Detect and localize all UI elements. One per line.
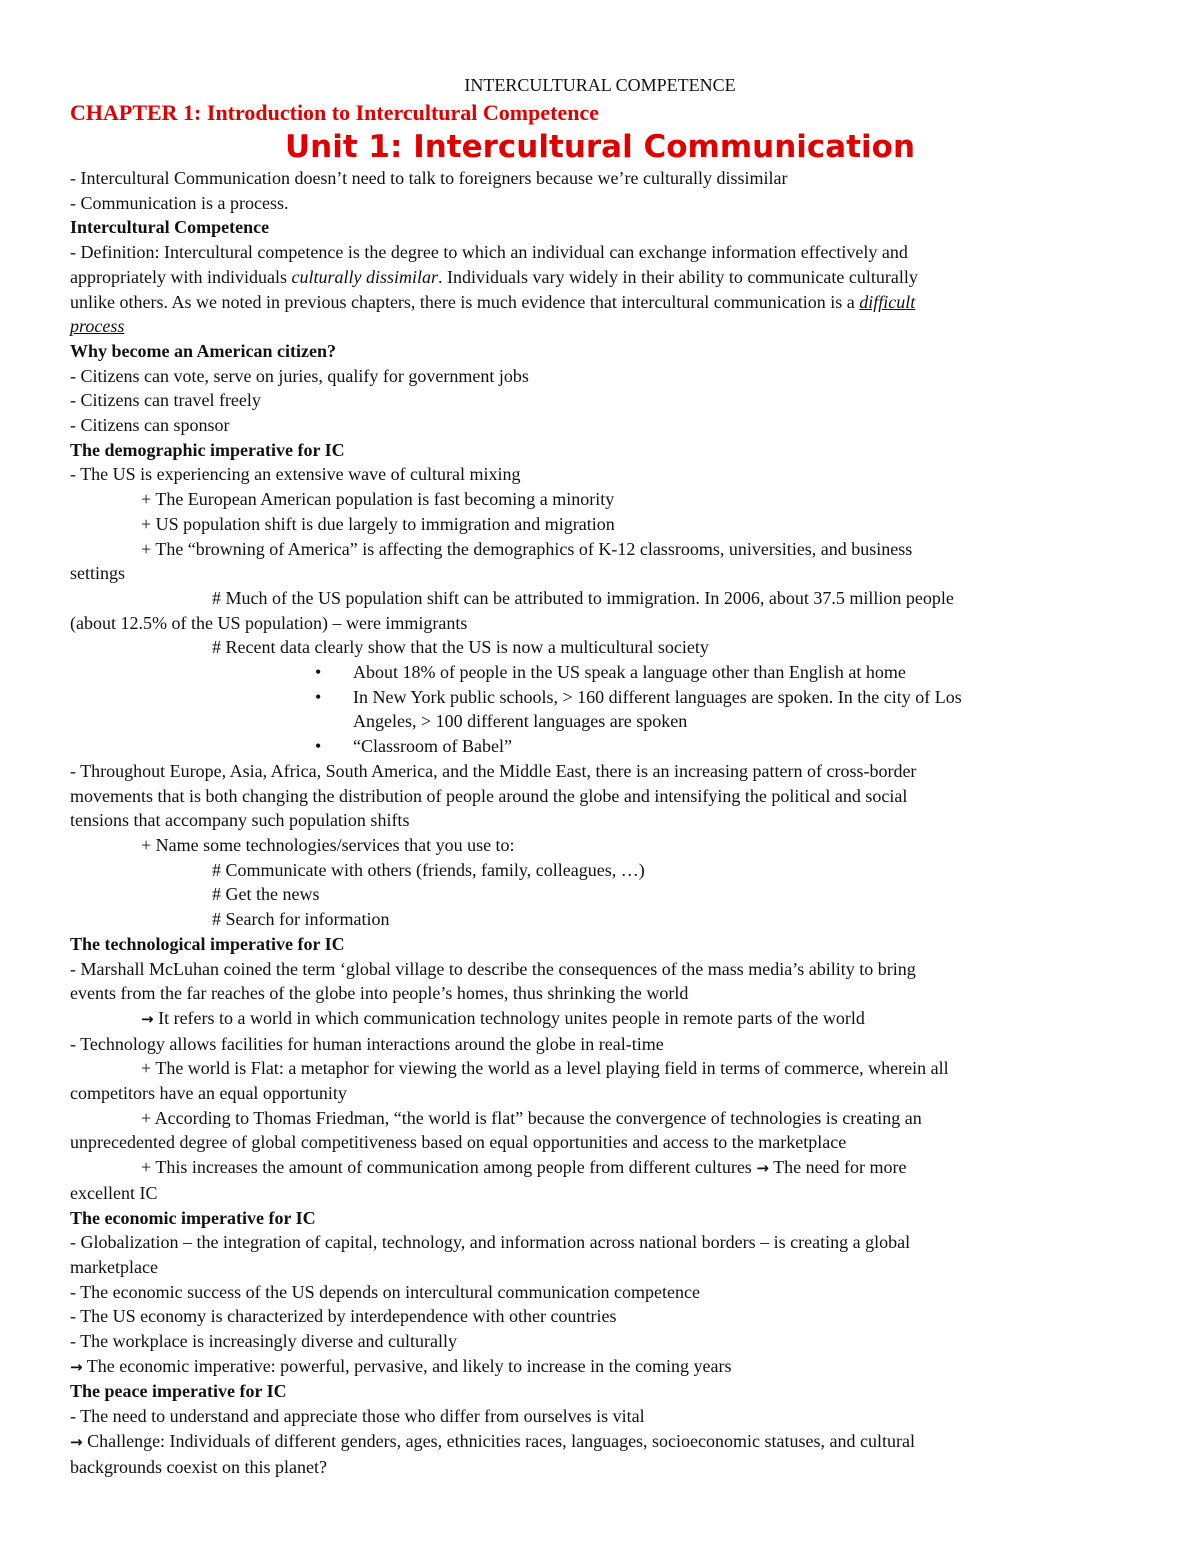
- list-item: + The European American population is fast becoming a minority: [141, 489, 615, 510]
- arrow-right-icon: →: [756, 1159, 769, 1178]
- list-item-text: Challenge: Individuals of different genders, ages, ethnicities races, languages, socioeconomic statuses, and cultural: [87, 1430, 915, 1451]
- list-item: # Much of the US population shift can be attributed to immigration. In 2006, about 37.5 million people: [212, 587, 954, 608]
- bullet-icon: •: [315, 736, 322, 757]
- list-item: + US population shift is due largely to immigration and migration: [141, 513, 615, 534]
- list-item: [70, 1429, 1130, 1455]
- list-item-continued: tensions that accompany such population shifts: [70, 810, 410, 831]
- arrow-right-icon: →: [70, 1357, 83, 1376]
- text-run: appropriately with individuals: [70, 266, 292, 287]
- list-item: - The workplace is increasingly diverse and culturally: [70, 1331, 458, 1352]
- list-item-text: It refers to a world in which communication technology unites people in remote parts of the world: [158, 1007, 865, 1028]
- section-heading-citizen: Why become an American citizen?: [70, 340, 336, 361]
- definition-line: [70, 265, 1130, 290]
- bullet-icon: •: [315, 686, 322, 707]
- emphasis-text: difficult: [859, 291, 916, 312]
- list-item-continued: (about 12.5% of the US population) – were immigrants: [70, 612, 468, 633]
- list-item: - Citizens can vote, serve on juries, qualify for government jobs: [70, 365, 529, 386]
- definition-line: - Definition: Intercultural competence is the degree to which an individual can exchange information effectively and: [70, 242, 908, 263]
- list-item: [70, 1155, 1130, 1181]
- definition-line: [70, 314, 1130, 339]
- list-item-continued: excellent IC: [70, 1182, 158, 1203]
- list-item: - Throughout Europe, Asia, Africa, South America, and the Middle East, there is an increasing pattern of cross-border: [70, 760, 917, 781]
- list-item-text: The need for more: [773, 1157, 907, 1178]
- document-title: INTERCULTURAL COMPETENCE: [464, 75, 736, 95]
- list-item-continued: settings: [70, 563, 126, 584]
- arrow-right-icon: →: [70, 1432, 83, 1451]
- list-item-continued: events from the far reaches of the globe into people’s homes, thus shrinking the world: [70, 983, 689, 1004]
- list-item: # Recent data clearly show that the US is now a multicultural society: [212, 637, 709, 658]
- list-item-text: + This increases the amount of communication among people from different cultures: [141, 1157, 757, 1178]
- list-item: # Search for information: [212, 909, 390, 930]
- bullet-item: [70, 685, 1130, 710]
- bullet-text: About 18% of people in the US speak a language other than English at home: [353, 662, 906, 683]
- list-item-continued: competitors have an equal opportunity: [70, 1083, 347, 1104]
- list-item: + According to Thomas Friedman, “the world is flat” because the convergence of technologies is creating an: [141, 1107, 922, 1128]
- text-run: unlike others. As we noted in previous chapters, there is much evidence that intercultural communication is a: [70, 291, 860, 312]
- section-heading-demographic: The demographic imperative for IC: [70, 439, 345, 460]
- list-item: # Communicate with others (friends, family, colleagues, …): [212, 859, 645, 880]
- text-run: . Individuals vary widely in their ability to communicate culturally: [437, 266, 918, 287]
- section-heading-economic: The economic imperative for IC: [70, 1207, 316, 1228]
- list-item: + Name some technologies/services that you use to:: [141, 834, 515, 855]
- list-item: - Citizens can travel freely: [70, 390, 261, 411]
- section-heading-technological: The technological imperative for IC: [70, 933, 345, 954]
- list-item: - Globalization – the integration of capital, technology, and information across national borders – is creating a global: [70, 1232, 911, 1253]
- list-item: # Get the news: [212, 884, 320, 905]
- list-item-continued: unprecedented degree of global competitiveness based on equal opportunities and access to the marketplace: [70, 1132, 847, 1153]
- chapter-title-text: CHAPTER 1: Introduction to Intercultural Competence: [70, 100, 599, 125]
- intro-line: - Communication is a process.: [70, 192, 289, 213]
- bullet-text: “Classroom of Babel”: [353, 736, 512, 757]
- list-item: - Marshall McLuhan coined the term ‘global village to describe the consequences of the mass media’s ability to bring: [70, 958, 916, 979]
- bullet-item: [70, 660, 1130, 685]
- definition-line: [70, 290, 1130, 315]
- bullet-item-continued: [70, 709, 1130, 734]
- document-body: [70, 72, 1130, 1479]
- bullet-item: [70, 734, 1130, 759]
- bullet-text: Angeles, > 100 different languages are spoken: [353, 711, 688, 732]
- list-item: - Citizens can sponsor: [70, 415, 230, 436]
- emphasis-text: culturally dissimilar: [291, 266, 438, 287]
- list-item: - The US is experiencing an extensive wave of cultural mixing: [70, 464, 521, 485]
- list-item-continued: movements that is both changing the distribution of people around the globe and intensifying the political and social: [70, 785, 908, 806]
- list-item-continued: marketplace: [70, 1256, 158, 1277]
- list-item-continued: backgrounds coexist on this planet?: [70, 1456, 327, 1477]
- bullet-text: In New York public schools, > 160 different languages are spoken. In the city of Los: [353, 686, 962, 707]
- list-item: - The economic success of the US depends on intercultural communication competence: [70, 1281, 700, 1302]
- bullet-icon: •: [315, 662, 322, 683]
- list-item-text: The economic imperative: powerful, pervasive, and likely to increase in the coming years: [86, 1355, 732, 1376]
- section-heading-peace: The peace imperative for IC: [70, 1381, 287, 1402]
- intro-line: - Intercultural Communication doesn’t need to talk to foreigners because we’re culturally dissimilar: [70, 168, 788, 188]
- section-heading-ic: Intercultural Competence: [70, 217, 270, 238]
- list-item: [70, 1006, 1130, 1032]
- list-item: - Technology allows facilities for human interactions around the globe in real-time: [70, 1033, 664, 1054]
- list-item: - The need to understand and appreciate those who differ from ourselves is vital: [70, 1406, 645, 1427]
- chapter-title: [70, 98, 1130, 128]
- unit-title: Unit 1: Intercultural Communication: [284, 129, 916, 165]
- arrow-right-icon: →: [141, 1009, 154, 1028]
- list-item: + The “browning of America” is affecting the demographics of K-12 classrooms, universities, and business: [141, 538, 913, 559]
- list-item: + The world is Flat: a metaphor for viewing the world as a level playing field in terms of commerce, wherein all: [141, 1058, 949, 1079]
- list-item: - The US economy is characterized by interdependence with other countries: [70, 1306, 617, 1327]
- emphasis-text: process: [70, 316, 125, 337]
- list-item: [70, 1354, 1130, 1380]
